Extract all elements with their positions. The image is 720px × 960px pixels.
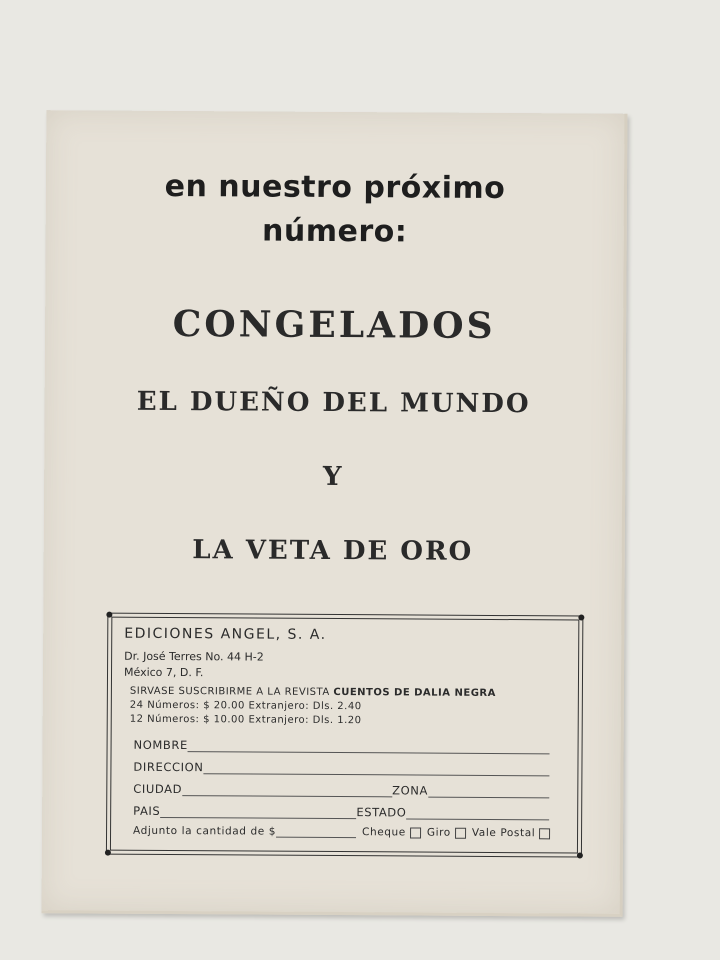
title-y: Y (322, 461, 344, 493)
title-el-dueno-del-mundo: EL DUEÑO DEL MUNDO (136, 386, 531, 420)
giro-label: Giro (426, 826, 451, 839)
ciudad-zona-field[interactable] (133, 782, 549, 799)
pais-line[interactable] (160, 805, 356, 819)
vale-postal-label: Vale Postal (471, 826, 536, 840)
publisher-name: EDICIONES ANGEL, S. A. (124, 625, 327, 643)
nombre-label: NOMBRE (133, 737, 188, 753)
magazine-back-cover (42, 110, 628, 917)
nombre-field[interactable] (134, 738, 550, 755)
cheque-label: Cheque (362, 826, 406, 839)
pais-estado-field[interactable] (133, 804, 549, 821)
giro-checkbox[interactable] (455, 828, 466, 839)
ciudad-label: CIUDAD (133, 781, 183, 797)
title-la-veta-de-oro: LA VETA DE ORO (192, 535, 474, 567)
payment-field[interactable] (133, 824, 563, 840)
publisher-city: México 7, D. F. (123, 665, 204, 680)
direccion-label: DIRECCION (133, 759, 204, 775)
nombre-line[interactable] (188, 739, 550, 754)
heading-line-1: en nuestro próximo (164, 168, 506, 207)
cheque-checkbox[interactable] (410, 827, 421, 838)
estado-label: ESTADO (356, 805, 407, 820)
direccion-field[interactable] (133, 760, 549, 777)
title-congelados: CONGELADOS (172, 303, 496, 347)
corner-dot (577, 852, 583, 858)
subscribe-line (130, 686, 496, 699)
corner-dot (105, 850, 111, 856)
ciudad-line[interactable] (182, 783, 392, 797)
heading-line-2: número: (261, 213, 408, 250)
vale-postal-checkbox[interactable] (539, 828, 550, 839)
subscription-coupon (110, 617, 579, 854)
price-24: 24 Números: $ 20.00 Extranjero: Dls. 2.40 (129, 699, 362, 713)
pais-label: PAIS (133, 803, 161, 818)
publisher-address: Dr. José Terres No. 44 H-2 (124, 649, 264, 664)
zona-line[interactable] (428, 785, 549, 799)
corner-dot (578, 614, 584, 620)
estado-line[interactable] (406, 806, 549, 820)
direccion-line[interactable] (203, 761, 549, 776)
zona-label: ZONA (392, 783, 428, 798)
subscribe-text: SIRVASE SUSCRIBIRME A LA REVISTA (129, 685, 330, 698)
amount-line[interactable] (276, 825, 356, 838)
magazine-name: CUENTOS DE DALIA NEGRA (333, 686, 496, 699)
price-12: 12 Números: $ 10.00 Extranjero: Dls. 1.20 (129, 713, 362, 727)
adjunto-label: Adjunto la cantidad de $ (133, 824, 277, 838)
corner-dot (106, 612, 112, 618)
